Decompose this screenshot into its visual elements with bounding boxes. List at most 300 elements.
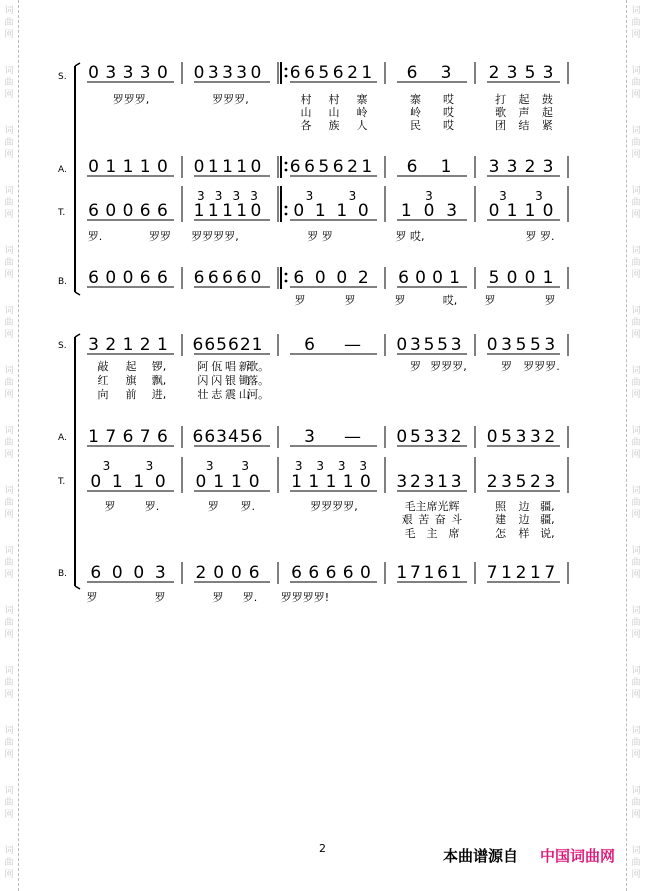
bass-notes: 7 — [486, 563, 498, 583]
soprano-lyric: 打 — [495, 93, 507, 106]
bass-notes: 1 — [396, 563, 408, 583]
alto-notes: 0 — [250, 157, 262, 177]
watermark-char: 词 — [631, 846, 641, 856]
soprano-notes: 3 — [139, 63, 151, 83]
system-bracket-cap — [75, 63, 80, 66]
tenor-upper-notes: 3 — [316, 459, 325, 473]
tenor-lyric: 罗 罗. — [525, 230, 555, 243]
watermark-char: 词 — [4, 606, 14, 616]
alto-notes: 2 — [524, 157, 536, 177]
bass-notes: 1 — [501, 563, 513, 583]
tenor-notes: 3 — [423, 472, 435, 492]
watermark-char: 词 — [4, 246, 14, 256]
soprano-notes: 3 — [506, 63, 518, 83]
soprano-notes: 3 — [450, 335, 462, 355]
tenor-upper-notes: 3 — [359, 459, 368, 473]
soprano-notes: 0 — [193, 63, 205, 83]
tenor-lyric: 苦 — [418, 513, 430, 526]
repeat-dot — [285, 169, 288, 172]
tenor-upper-notes: 3 — [205, 459, 214, 473]
tenor-notes: 0 — [423, 201, 435, 221]
soprano-notes: — — [344, 335, 361, 355]
alto-notes: 5 — [501, 427, 513, 447]
tenor-lyric: 主席光 — [415, 500, 449, 513]
soprano-notes: 3 — [222, 63, 233, 83]
soprano-notes: 3 — [501, 335, 513, 355]
alto-notes: 6 — [289, 157, 301, 177]
watermark-char: 词 — [631, 126, 641, 136]
watermark-char: 网 — [631, 210, 641, 220]
soprano-lyric: 山 — [328, 106, 340, 119]
tenor-notes: 1 — [325, 472, 337, 492]
soprano-lyric: 罗罗罗, — [112, 93, 150, 106]
soprano-lyric: 震 — [225, 388, 236, 401]
soprano-notes: 3 — [544, 335, 556, 355]
soprano-lyric: 闪 — [197, 374, 209, 387]
watermark-char: 网 — [4, 330, 14, 340]
tenor-lyric: 斗 — [451, 513, 463, 526]
alto-notes: 0 — [193, 157, 205, 177]
soprano-notes: 3 — [122, 63, 134, 83]
alto-notes: 1 — [105, 157, 117, 177]
soprano-lyric: 锣, — [151, 360, 167, 373]
alto-notes: 1 — [122, 157, 134, 177]
bass-lyric: 罗 — [394, 294, 406, 307]
source-label: 本曲谱源自 — [442, 847, 518, 865]
soprano-lyric: 新 — [238, 360, 250, 373]
watermark-char: 网 — [4, 30, 14, 40]
alto-notes: 3 — [437, 427, 449, 447]
soprano-lyric: 寨 — [410, 93, 421, 106]
voice-label-bass: B. — [58, 569, 68, 579]
watermark-char: 曲 — [631, 438, 641, 448]
soprano-lyric: 河。 — [247, 388, 270, 401]
soprano-notes: 3 — [236, 63, 248, 83]
soprano-lyric: 村 — [300, 93, 312, 106]
bass-notes: 3 — [154, 563, 166, 583]
tenor-notes: 1 — [506, 201, 518, 221]
bass-lyric: 罗罗罗罗! — [280, 591, 330, 604]
tenor-notes: 1 — [308, 472, 320, 492]
alto-notes: 7 — [139, 427, 151, 447]
tenor-lyric: 罗罗 — [149, 230, 171, 243]
alto-notes: 6 — [304, 157, 315, 177]
tenor-lyric: 罗 罗 — [307, 230, 333, 243]
watermark-char: 曲 — [631, 378, 641, 388]
soprano-lyric: 族 — [328, 119, 340, 132]
watermark-char: 曲 — [4, 618, 14, 628]
bass-notes: 0 — [432, 268, 443, 288]
system-bracket-cap — [75, 586, 80, 589]
tenor-lyric: 疆, — [540, 500, 555, 513]
bass-notes: 0 — [111, 563, 123, 583]
watermark-char: 词 — [4, 666, 14, 676]
bass-lyric: 哎, — [442, 294, 458, 307]
alto-notes: 3 — [304, 427, 315, 447]
soprano-notes: 6 — [289, 63, 301, 83]
bass-notes: 6 — [248, 563, 260, 583]
soprano-lyric: 哎 — [443, 106, 454, 119]
soprano-notes: 3 — [105, 63, 117, 83]
watermark-char: 网 — [4, 150, 14, 160]
bass-notes: 0 — [524, 268, 536, 288]
watermark-char: 曲 — [4, 138, 14, 148]
alto-notes: 3 — [529, 427, 541, 447]
soprano-lyric: 向 — [97, 388, 109, 401]
soprano-notes: 5 — [515, 335, 527, 355]
alto-notes: 0 — [88, 157, 100, 177]
soprano-lyric: 锄 — [238, 374, 250, 387]
alto-notes: 5 — [318, 157, 330, 177]
watermark-char: 曲 — [631, 858, 641, 868]
soprano-lyric: 起 — [125, 360, 137, 373]
soprano-lyric: 佤 — [211, 360, 223, 373]
alto-notes: 6 — [251, 427, 263, 447]
tenor-lyric: 辉 — [448, 500, 460, 513]
tenor-notes: 5 — [515, 472, 527, 492]
soprano-lyric: 哎 — [443, 119, 454, 132]
alto-notes: 0 — [486, 427, 498, 447]
repeat-dot — [285, 206, 288, 209]
watermark-char: 网 — [631, 630, 641, 640]
tenor-notes: 0 — [293, 201, 305, 221]
soprano-lyric: 罗 — [410, 360, 421, 373]
voice-label-tenor: T. — [58, 477, 66, 487]
alto-notes: 3 — [506, 157, 518, 177]
bass-notes: 0 — [122, 268, 134, 288]
tenor-lyric: 罗. — [87, 230, 103, 243]
watermark-char: 曲 — [4, 318, 14, 328]
alto-notes: 6 — [406, 157, 418, 177]
tenor-upper-notes: 3 — [232, 189, 241, 203]
soprano-lyric: 罗罗罗. — [523, 360, 560, 373]
tenor-notes: 6 — [156, 201, 168, 221]
tenor-upper-notes: 3 — [305, 189, 314, 203]
watermark-char: 网 — [631, 690, 641, 700]
tenor-lyric: 毛 — [404, 527, 416, 540]
repeat-dot — [285, 75, 288, 78]
watermark-char: 曲 — [4, 858, 14, 868]
tenor-upper-notes: 3 — [197, 189, 205, 203]
tenor-lyric: 疆, — [540, 513, 555, 526]
tenor-notes: 1 — [236, 201, 248, 221]
watermark-char: 网 — [631, 330, 641, 340]
soprano-lyric: 罗罗罗, — [430, 360, 467, 373]
watermark-char: 曲 — [631, 198, 641, 208]
soprano-lyric: 歌。 — [247, 360, 270, 373]
bass-notes: 2 — [515, 563, 527, 583]
bass-notes: 0 — [250, 268, 262, 288]
repeat-dot — [285, 273, 288, 276]
watermark-char: 曲 — [4, 798, 14, 808]
soprano-lyric: 前 — [125, 388, 137, 401]
page-number: 2 — [319, 842, 326, 855]
bass-notes: 0 — [359, 563, 371, 583]
soprano-lyric: 阿 — [197, 360, 209, 373]
soprano-notes: 3 — [542, 63, 554, 83]
bass-notes: 0 — [506, 268, 518, 288]
watermark-char: 网 — [4, 870, 14, 880]
bass-notes: 6 — [236, 268, 248, 288]
watermark-char: 曲 — [4, 498, 14, 508]
voice-label-soprano: S. — [58, 72, 67, 82]
tenor-upper-notes: 3 — [535, 189, 543, 203]
bass-notes: 5 — [488, 268, 500, 288]
watermark-char: 词 — [631, 186, 641, 196]
soprano-notes: 3 — [409, 335, 421, 355]
bass-notes: 6 — [207, 268, 219, 288]
tenor-upper-notes: 3 — [145, 459, 154, 473]
soprano-notes: 6 — [304, 63, 315, 83]
repeat-dot — [285, 280, 288, 283]
bass-notes: 6 — [291, 563, 303, 583]
tenor-lyric: 罗罗罗罗, — [191, 230, 239, 243]
soprano-lyric: 志 — [211, 388, 223, 401]
alto-notes: 4 — [228, 427, 239, 447]
soprano-lyric: 歌 — [495, 106, 507, 119]
tenor-lyric: 艰 — [401, 513, 413, 526]
watermark-char: 词 — [4, 6, 14, 16]
watermark-char: 曲 — [631, 498, 641, 508]
soprano-notes: 1 — [251, 335, 263, 355]
watermark-char: 网 — [631, 810, 641, 820]
tenor-notes: 0 — [122, 201, 134, 221]
tenor-upper-notes: 3 — [102, 459, 111, 473]
alto-notes: 1 — [139, 157, 151, 177]
watermark-char: 网 — [631, 270, 641, 280]
watermark-char: 网 — [4, 630, 14, 640]
tenor-upper-notes: 3 — [294, 459, 303, 473]
tenor-notes: 1 — [133, 472, 145, 492]
watermark-char: 曲 — [4, 258, 14, 268]
soprano-lyric: 敲 — [97, 360, 109, 373]
bass-notes: 6 — [325, 563, 337, 583]
bass-notes: 6 — [193, 268, 205, 288]
bass-lyric: 罗 — [294, 294, 306, 307]
watermark-char: 词 — [4, 186, 14, 196]
watermark-char: 曲 — [4, 18, 14, 28]
alto-notes: 0 — [396, 427, 408, 447]
tenor-notes: 0 — [488, 201, 500, 221]
soprano-lyric: 唱 — [225, 360, 236, 373]
soprano-notes: 1 — [361, 63, 373, 83]
alto-notes: 6 — [204, 427, 216, 447]
bass-notes: 1 — [542, 268, 554, 288]
watermark-char: 曲 — [4, 558, 14, 568]
watermark-char: 网 — [4, 90, 14, 100]
alto-notes: 3 — [488, 157, 500, 177]
tenor-notes: 1 — [400, 201, 412, 221]
bass-notes: 1 — [529, 563, 541, 583]
tenor-notes: 1 — [336, 201, 348, 221]
soprano-notes: 1 — [156, 335, 168, 355]
watermark-char: 词 — [4, 786, 14, 796]
watermark-char: 词 — [631, 306, 641, 316]
tenor-notes: 6 — [88, 201, 100, 221]
tenor-lyric: 说, — [540, 527, 555, 540]
soprano-lyric: 落。 — [247, 374, 270, 387]
soprano-notes: 0 — [88, 63, 100, 83]
tenor-notes: 3 — [501, 472, 513, 492]
alto-notes: 6 — [122, 427, 134, 447]
watermark-char: 网 — [631, 90, 641, 100]
voice-label-bass: B. — [58, 277, 68, 287]
tenor-lyric: 建 — [495, 513, 507, 526]
watermark-char: 词 — [631, 66, 641, 76]
tenor-lyric: 罗 — [207, 500, 219, 513]
watermark-char: 网 — [4, 270, 14, 280]
tenor-notes: 3 — [396, 472, 408, 492]
soprano-notes: 5 — [423, 335, 435, 355]
soprano-lyric: 罗罗罗, — [212, 93, 249, 106]
bass-lyric: 罗 — [344, 294, 356, 307]
watermark-char: 词 — [631, 426, 641, 436]
tenor-notes: 3 — [446, 201, 458, 221]
soprano-notes: 0 — [486, 335, 498, 355]
tenor-notes: 2 — [409, 472, 421, 492]
soprano-notes: 5 — [529, 335, 541, 355]
watermark-char: 词 — [631, 366, 641, 376]
alto-notes: 7 — [105, 427, 117, 447]
soprano-lyric: 银 — [225, 374, 236, 387]
bass-notes: 7 — [544, 563, 556, 583]
watermark-char: 网 — [4, 570, 14, 580]
soprano-notes: 0 — [396, 335, 408, 355]
soprano-notes: 2 — [347, 63, 358, 83]
alto-notes: 6 — [192, 427, 204, 447]
alto-notes: 5 — [239, 427, 251, 447]
bass-notes: 6 — [342, 563, 354, 583]
watermark-char: 曲 — [631, 18, 641, 28]
tenor-notes: 1 — [437, 472, 449, 492]
soprano-notes: 5 — [216, 335, 227, 355]
soprano-lyric: 声 — [518, 106, 530, 119]
soprano-notes: 6 — [228, 335, 239, 355]
soprano-lyric: 旗 — [125, 374, 137, 387]
soprano-notes: 6 — [406, 63, 418, 83]
watermark-char: 曲 — [631, 678, 641, 688]
watermark-char: 词 — [631, 786, 641, 796]
watermark-char: 网 — [631, 870, 641, 880]
bass-notes: 6 — [139, 268, 151, 288]
watermark-char: 曲 — [4, 438, 14, 448]
soprano-lyric: 民 — [410, 119, 421, 132]
tenor-upper-notes: 3 — [250, 189, 258, 203]
soprano-notes: 3 — [207, 63, 219, 83]
soprano-notes: 1 — [122, 335, 134, 355]
tenor-lyric: 边 — [518, 513, 530, 526]
watermark-char: 曲 — [4, 198, 14, 208]
watermark-char: 词 — [4, 846, 14, 856]
tenor-notes: 0 — [195, 472, 207, 492]
bass-notes: 2 — [357, 268, 369, 288]
bass-lyric: 罗 — [86, 591, 98, 604]
bass-lyric: 罗 — [212, 591, 224, 604]
alto-notes: 1 — [440, 157, 452, 177]
tenor-notes: 2 — [486, 472, 498, 492]
alto-notes: 2 — [544, 427, 556, 447]
watermark-char: 网 — [4, 450, 14, 460]
watermark-char: 曲 — [631, 78, 641, 88]
soprano-lyric: 山 — [238, 388, 250, 401]
watermark-char: 词 — [631, 666, 641, 676]
bass-notes: 6 — [222, 268, 233, 288]
watermark-char: 曲 — [631, 558, 641, 568]
watermark-char: 词 — [4, 306, 14, 316]
tenor-notes: 1 — [230, 472, 242, 492]
soprano-notes: 5 — [318, 63, 330, 83]
watermark-char: 曲 — [631, 738, 641, 748]
soprano-lyric: 闪 — [211, 374, 223, 387]
soprano-lyric: 寨 — [356, 93, 368, 106]
tenor-lyric: 样 — [518, 527, 530, 540]
watermark-char: 网 — [631, 390, 641, 400]
voice-label-alto: A. — [58, 433, 67, 443]
alto-notes: — — [344, 427, 361, 447]
system-bracket-cap — [75, 292, 80, 295]
watermark-char: 网 — [631, 750, 641, 760]
soprano-lyric: 岭 — [410, 106, 421, 119]
tenor-notes: 2 — [529, 472, 541, 492]
bass-notes: 1 — [450, 563, 462, 583]
bass-notes: 0 — [336, 268, 348, 288]
repeat-dot — [285, 68, 288, 71]
bass-notes: 0 — [213, 563, 225, 583]
tenor-upper-notes: 3 — [337, 459, 346, 473]
watermark-char: 曲 — [631, 798, 641, 808]
bass-lyric: 罗. — [242, 591, 258, 604]
watermark-char: 词 — [631, 606, 641, 616]
voice-label-tenor: T. — [58, 208, 66, 218]
soprano-lyric: 岭 — [356, 106, 368, 119]
tenor-lyric: 罗 — [104, 500, 116, 513]
alto-notes: 1 — [236, 157, 248, 177]
alto-notes: 3 — [515, 427, 527, 447]
bass-lyric: 罗 — [484, 294, 496, 307]
alto-notes: 5 — [409, 427, 421, 447]
tenor-notes: 0 — [105, 201, 117, 221]
bass-notes: 0 — [230, 563, 242, 583]
tenor-upper-notes: 3 — [425, 189, 433, 203]
site-name-link[interactable]: 中国词曲网 — [539, 847, 615, 865]
tenor-notes: 0 — [250, 201, 262, 221]
bass-notes: 6 — [308, 563, 320, 583]
source-footer — [443, 845, 615, 866]
bass-notes: 6 — [293, 268, 305, 288]
tenor-upper-notes: 3 — [348, 189, 357, 203]
soprano-notes: 2 — [488, 63, 500, 83]
bass-notes: 6 — [88, 268, 100, 288]
tenor-lyric: 席 — [448, 527, 460, 540]
tenor-notes: 1 — [342, 472, 354, 492]
watermark-char: 网 — [4, 210, 14, 220]
tenor-lyric: 罗. — [240, 500, 255, 513]
soprano-lyric: 红 — [97, 374, 109, 387]
tenor-notes: 1 — [207, 201, 219, 221]
tenor-notes: 1 — [193, 201, 205, 221]
soprano-notes: 3 — [440, 63, 452, 83]
watermark-char: 曲 — [631, 258, 641, 268]
tenor-notes: 0 — [542, 201, 554, 221]
watermark-char: 网 — [631, 150, 641, 160]
bass-lyric: 罗 — [544, 294, 556, 307]
watermark-char: 曲 — [4, 678, 14, 688]
alto-notes: 1 — [88, 427, 100, 447]
repeat-dot — [285, 213, 288, 216]
bass-notes: 0 — [133, 563, 145, 583]
soprano-notes: 6 — [304, 335, 315, 355]
watermark-char: 词 — [4, 726, 14, 736]
